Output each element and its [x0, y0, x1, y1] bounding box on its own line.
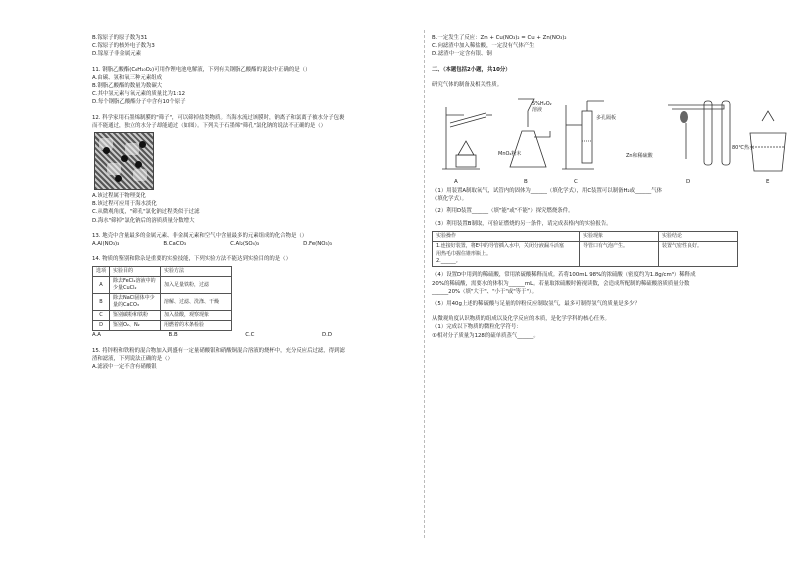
q16-intro: 研究气体的制备及相关性质。	[432, 81, 503, 88]
tube-d	[668, 105, 724, 109]
table-row	[93, 277, 232, 294]
label-h2o2: 5%H₂O₂	[532, 101, 552, 108]
section-2-title: 二、（本题包括2小题，共10分）	[432, 66, 511, 73]
lamp-body	[456, 155, 476, 167]
q15-option-b: B.一定发生了反应：Zn + Cu(NO₃)₂ = Cu + Zn(NO₃)₂	[432, 35, 567, 41]
q14-header-row	[93, 267, 232, 277]
table-row	[433, 242, 738, 267]
q13-option-d: D.Fe(NO₃)₃	[303, 241, 332, 248]
report-operation-cell	[433, 242, 580, 267]
q15-option-d: D.滤渣中一定含有银、铜	[432, 51, 492, 58]
q14-option-c: C.C	[245, 332, 255, 339]
q16-part4-line3: ______20%（填"大于"、"小于"或"等于"）。	[432, 288, 538, 295]
experiment-report-table	[432, 231, 738, 268]
report-phenomenon-cell: 导管口有气泡产生。	[580, 242, 659, 267]
q12-stem-line2: 而不能通过，独立的水分子却能通过（如图）。下列关于石墨烯"筛孔"氯化钠的说法不正确的是（）	[92, 122, 327, 129]
q12-stem-line1: 12. 科学家用石墨烯制膜的"筛子"，可以筛掉盐类物质。当海水流过该膜时，钠离子和氯离子被水分子包裹	[92, 114, 345, 121]
conical-flask-b	[510, 131, 546, 167]
q14-cell: 加入足量铁粉，过滤	[161, 277, 232, 294]
label-zn-acid: Zn和稀硫酸	[626, 153, 653, 160]
q16-part3: （3）利用装置B制取，可验证燃烧的另一条件，请完成表格内的实验报告。	[432, 220, 612, 227]
q11-option-b: B.钢脂乙酸酯的数量为数碳大	[92, 83, 163, 90]
table-row	[93, 311, 232, 321]
q14-header-option: 选项	[93, 267, 110, 277]
q16-part1-cont: （填化学式）。	[432, 196, 468, 203]
q11-option-c: C.其中氢元素与氧元素的质量比为1:12	[92, 91, 186, 98]
label-hot-water: 80℃热水	[732, 145, 754, 152]
rubber-stopper-d	[680, 111, 688, 123]
q15-stem-line1: 15. 将锌粉和铁粉的混合物加入到盛有一定量硝酸银和硝酸铜混合溶液的烧杯中，充分反应后过滤，得到滤	[92, 347, 345, 354]
q12-option-a: A.该过程属于物理变化	[92, 193, 146, 200]
table-row	[93, 321, 232, 331]
report-header-phenomenon: 实验现象	[580, 231, 659, 241]
q14-cell: 鉴别O₂、N₂	[110, 321, 161, 331]
label-a: A	[454, 179, 458, 186]
q14-option-b: B.B	[168, 332, 178, 339]
q14-table	[92, 266, 232, 331]
q13-options	[92, 240, 332, 248]
q14-header-method: 实验方法	[161, 267, 232, 277]
q14-option-a: A.A	[92, 332, 101, 339]
q13-option-a: A.Al(NO₃)₃	[92, 241, 120, 248]
q17-part1: （1）完成以下物质的微粒化学符号：	[432, 324, 522, 331]
q14-stem: 14. 物质的鉴别和除杂是重要的实验技能，下列实验方法不能达到实验目的的是（）	[92, 256, 291, 263]
label-e: E	[766, 179, 770, 186]
report-header-operation: 实验操作	[433, 231, 580, 241]
tube-c	[582, 111, 592, 163]
q14-cell: 用燃着的木条检验	[161, 321, 232, 331]
q14-cell: A	[93, 277, 110, 294]
q15-stem-line2: 渣和滤液，下列说法正确的是（）	[92, 355, 173, 362]
q11-option-a: A.由碳、氢和氧三种元素组成	[92, 74, 162, 81]
label-solution: 溶液	[532, 107, 543, 114]
q14-cell: 除去NaCl固体中少量的CaCO₃	[110, 294, 161, 311]
q14-option-d: D.D	[321, 332, 332, 339]
q13-option-b: B.CaCO₃	[163, 241, 187, 248]
q11-option-d: D.每个钢脂乙酸酯分子中含有10个原子	[92, 99, 186, 106]
q15-option-a: A.滤液中一定不含有硝酸银	[92, 364, 157, 371]
report-header-row	[433, 231, 738, 241]
q17-part1-item1: ①相对分子质量为128的硫单质蒸气______。	[432, 332, 539, 339]
q13-stem: 13. 地壳中含量最多的金属元素、非金属元素和空气中含量最多的元素组成的化合物是（）	[92, 232, 308, 239]
q15-option-c: C.向滤渣中加入稀盐酸，一定没有气体产生	[432, 43, 535, 50]
q16-part5: （5）用40g上述的稀硫酸与足量的锌粉反应制取氢气，最多可制得氢气的质量是多少？	[432, 301, 640, 308]
q17-intro: 从微观角度认识物质的组成以及化学反应的本质，是化学学科的核心任务。	[432, 316, 610, 323]
q10-option-b: B.镓原子的原子数为31	[92, 35, 148, 41]
tripod-e	[762, 111, 774, 121]
left-column	[92, 34, 410, 371]
label-mno2: MnO₂粉末	[498, 151, 522, 158]
q13-option-c: C.Al₂(SO₄)₃	[230, 241, 260, 248]
q14-header-purpose: 实验目的	[110, 267, 161, 277]
q14-cell: C	[93, 311, 110, 321]
q12-option-d: D.海水"筛掉"氯化钠后的溶质质量分数增大	[92, 217, 195, 224]
q16-part1: （1）用装置A制取氧气，试管内的固体为______（填化学式），用C装置可以制备H₂或______气体	[432, 188, 663, 195]
report-conclusion-cell: 装置气密性良好。	[659, 242, 738, 267]
q14-cell: D	[93, 321, 110, 331]
label-c: C	[574, 179, 578, 186]
q10-option-c: C.镓原子的核外电子数为3	[92, 43, 155, 50]
graphene-membrane-image	[94, 132, 154, 190]
q14-cell: 除去FeCl₂溶液中的少量CuCl₂	[110, 277, 161, 294]
report-op-line2: 用热毛巾握住锥形瓶上。	[436, 250, 492, 257]
label-porous-plate: 多孔隔板	[596, 115, 617, 122]
q14-cell: 加入盐酸，观察现象	[161, 311, 232, 321]
apparatus-drawing	[432, 91, 792, 187]
q10-option-d: D.镓原子非金属元素	[92, 51, 141, 58]
q16-part4-line2: 20%的稀硫酸，需要水的体积为______mL。若量取浓硫酸时俯视读数，会造成所配制的稀硫酸溶质质量分数	[432, 280, 690, 287]
column-divider	[424, 30, 425, 538]
report-op-line3: 2.______。	[436, 258, 461, 265]
q14-options	[92, 331, 332, 339]
test-tube-a	[450, 113, 486, 123]
q14-cell: 溶解、过滤、洗涤、干燥	[161, 294, 232, 311]
q14-cell: B	[93, 294, 110, 311]
q12-option-b: B.该过程可应用于海水淡化	[92, 201, 157, 208]
q12-option-c: C.从微观角度，"筛孔"氯化钠过程类似于过滤	[92, 209, 200, 216]
table-row	[93, 294, 232, 311]
q16-part2: （2）利用D装置______（填"能"或"不能"）探究燃烧条件。	[432, 208, 574, 215]
alcohol-lamp	[458, 141, 474, 155]
beaker-e	[750, 133, 786, 171]
right-column	[432, 34, 770, 340]
q14-cell: 鉴别碳粉和铁粉	[110, 311, 161, 321]
test-tube-e1	[704, 101, 712, 165]
lab-apparatus-figure	[432, 91, 792, 187]
label-b: B	[524, 179, 528, 186]
report-header-conclusion: 实验结论	[659, 231, 738, 241]
q16-part4-line1: （4）设置D中用到的稀硫酸，常用浓硫酸稀释而成。若将100mL 98%的浓硫酸（密度约为1.8g/cm³）稀释成	[432, 272, 696, 279]
q11-stem: 11. 钢脂乙酸酯(C₆H₁₀O₂)可用作锂电池电解液，下列有关钢脂乙酸酯的说法中正确的是（）	[92, 66, 311, 73]
report-op-line1: 1.连接好装置，将E中的导管插入水中，关闭分液漏斗活塞	[436, 243, 564, 250]
label-d: D	[686, 179, 691, 186]
test-tube-e2	[722, 101, 730, 165]
